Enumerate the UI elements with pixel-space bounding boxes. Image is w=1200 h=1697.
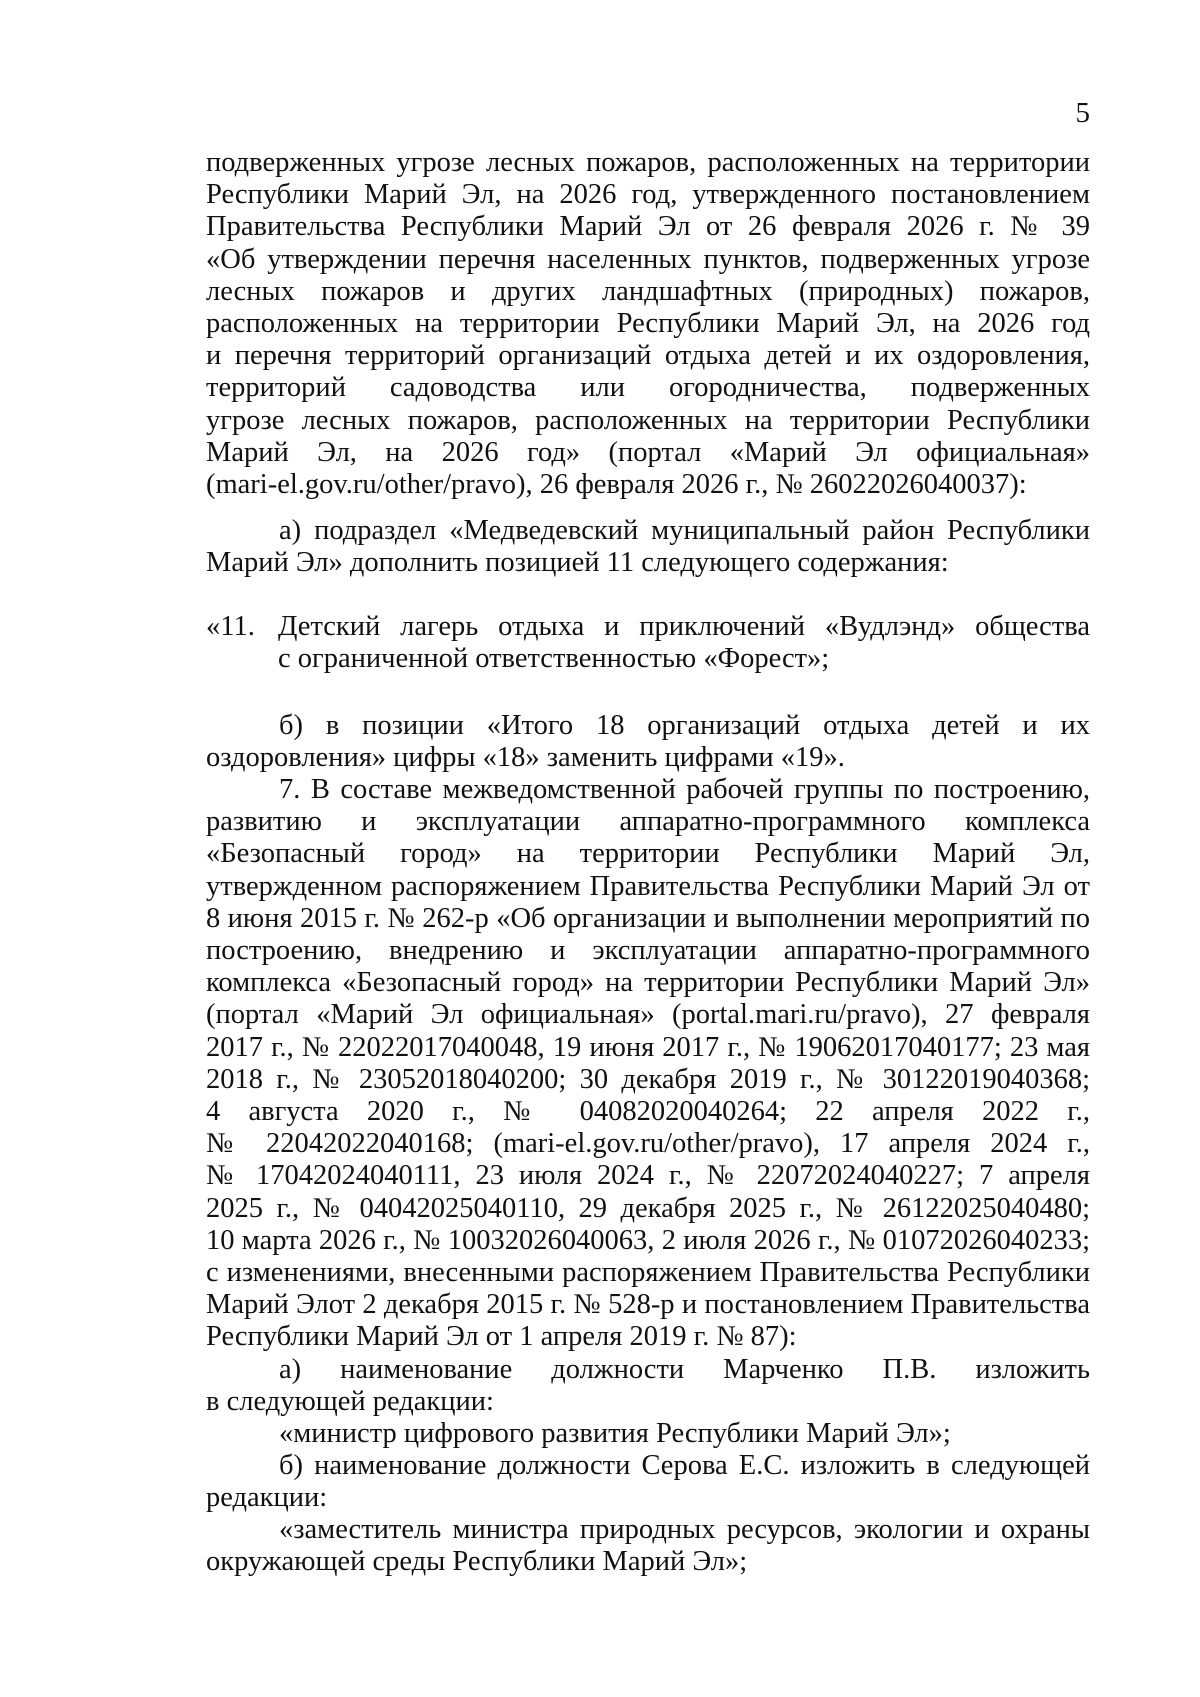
section-7-line: развитию и эксплуатации аппаратно-программного комплекса <box>206 806 1090 838</box>
list-item-line: Детский лагерь отдыха и приключений «Вудлэнд» общества <box>278 611 1090 642</box>
sub-a-line: в следующей редакции: <box>206 1386 494 1418</box>
intro-line: лесных пожаров и других ландшафтных (природных) пожаров, <box>206 275 1090 307</box>
clause-a-line: Марий Эл» дополнить позицией 11 следующего содержания: <box>206 547 949 579</box>
intro-line: (mari-el.gov.ru/other/pravo), 26 февраля 2026 г., № 26022026040037): <box>206 469 1027 501</box>
clause-b-line: б) в позиции «Итого 18 организаций отдыха детей и их <box>279 710 1090 741</box>
sub-a-line: а) наименование должности Марченко П.В. изложить <box>279 1354 1090 1385</box>
clause-b-line: оздоровления» цифры «18» заменить цифрами «19». <box>206 742 845 774</box>
clause-a-line: а) подраздел «Медведевский муниципальный район Республики <box>279 515 1090 546</box>
sub-b-line: б) наименование должности Серова Е.С. изложить в следующей <box>279 1450 1090 1481</box>
intro-line: угрозе лесных пожаров, расположенных на территории Республики <box>206 404 1090 436</box>
section-7-line: 7. В составе межведомственной рабочей группы по построению, <box>279 774 1090 805</box>
section-7-line: 2025 г., № 04042025040110, 29 декабря 2025 г., № 26122025040480; <box>206 1192 1090 1224</box>
sub-b-paragraph <box>206 1450 1090 1514</box>
quote-b-line: окружающей среды Республики Марий Эл»; <box>206 1546 748 1578</box>
intro-line: территорий садоводства или огородничества, подверженных <box>206 372 1090 404</box>
sub-a-paragraph <box>206 1354 1090 1418</box>
section-7-paragraph <box>206 774 1090 1354</box>
section-7-line: 10 марта 2026 г., № 10032026040063, 2 июля 2026 г., № 01072026040233; <box>206 1224 1090 1256</box>
intro-line: Республики Марий Эл, на 2026 год, утвержденного постановлением <box>206 179 1090 211</box>
section-7-line: Марий Элот 2 декабря 2015 г. № 528-р и постановлением Правительства <box>206 1289 1090 1321</box>
intro-line: подверженных угрозе лесных пожаров, расположенных на территории <box>206 147 1090 178</box>
section-7-line: «Безопасный город» на территории Республики Марий Эл, <box>206 838 1090 870</box>
intro-paragraph <box>206 147 1090 501</box>
section-7-line: Республики Марий Эл от 1 апреля 2019 г. № 87): <box>206 1321 797 1353</box>
intro-line: Марий Эл, на 2026 год» (портал «Марий Эл официальная» <box>206 436 1090 468</box>
section-7-line: 2017 г., № 22022017040048, 19 июня 2017 г., № 19062017040177; 23 мая <box>206 1031 1090 1063</box>
sub-b-line: редакции: <box>206 1482 328 1514</box>
intro-line: расположенных на территории Республики Марий Эл, на 2026 год <box>206 308 1090 340</box>
section-7-line: № 17042024040111, 23 июля 2024 г., № 22072024040227; 7 апреля <box>206 1160 1090 1192</box>
intro-line: и перечня территорий организаций отдыха детей и их оздоровления, <box>206 340 1090 372</box>
quote-a-line: «министр цифрового развития Республики Марий Эл»; <box>279 1418 951 1449</box>
quote-a-paragraph <box>206 1418 1090 1450</box>
clause-b-paragraph <box>206 710 1090 774</box>
intro-line: «Об утверждении перечня населенных пунктов, подверженных угрозе <box>206 243 1090 275</box>
section-7-line: с изменениями, внесенными распоряжением Правительства Республики <box>206 1257 1090 1289</box>
list-item-number: «11. <box>206 611 255 642</box>
clause-a-paragraph <box>206 515 1090 579</box>
quote-b-paragraph <box>206 1514 1090 1578</box>
page-number: 5 <box>1075 97 1090 129</box>
section-7-line: 8 июня 2015 г. № 262-р «Об организации и выполнении мероприятий по <box>206 902 1090 934</box>
list-item-text <box>278 611 1090 675</box>
section-7-line: (портал «Марий Эл официальная» (portal.mari.ru/pravo), 27 февраля <box>206 999 1090 1031</box>
section-7-line: утвержденном распоряжением Правительства Республики Марий Эл от <box>206 870 1090 902</box>
list-item-line: с ограниченной ответственностью «Форест»; <box>278 643 830 675</box>
intro-line: Правительства Республики Марий Эл от 26 февраля 2026 г. № 39 <box>206 211 1090 243</box>
section-7-line: построению, внедрению и эксплуатации аппаратно-программного <box>206 935 1090 967</box>
section-7-line: 2018 г., № 23052018040200; 30 декабря 2019 г., № 30122019040368; <box>206 1063 1090 1095</box>
section-7-line: комплекса «Безопасный город» на территории Республики Марий Эл» <box>206 967 1090 999</box>
section-7-line: № 22042022040168; (mari-el.gov.ru/other/pravo), 17 апреля 2024 г., <box>206 1128 1090 1160</box>
section-7-line: 4 августа 2020 г., № 04082020040264; 22 апреля 2022 г., <box>206 1096 1090 1128</box>
quote-b-line: «заместитель министра природных ресурсов, экологии и охраны <box>279 1514 1090 1545</box>
